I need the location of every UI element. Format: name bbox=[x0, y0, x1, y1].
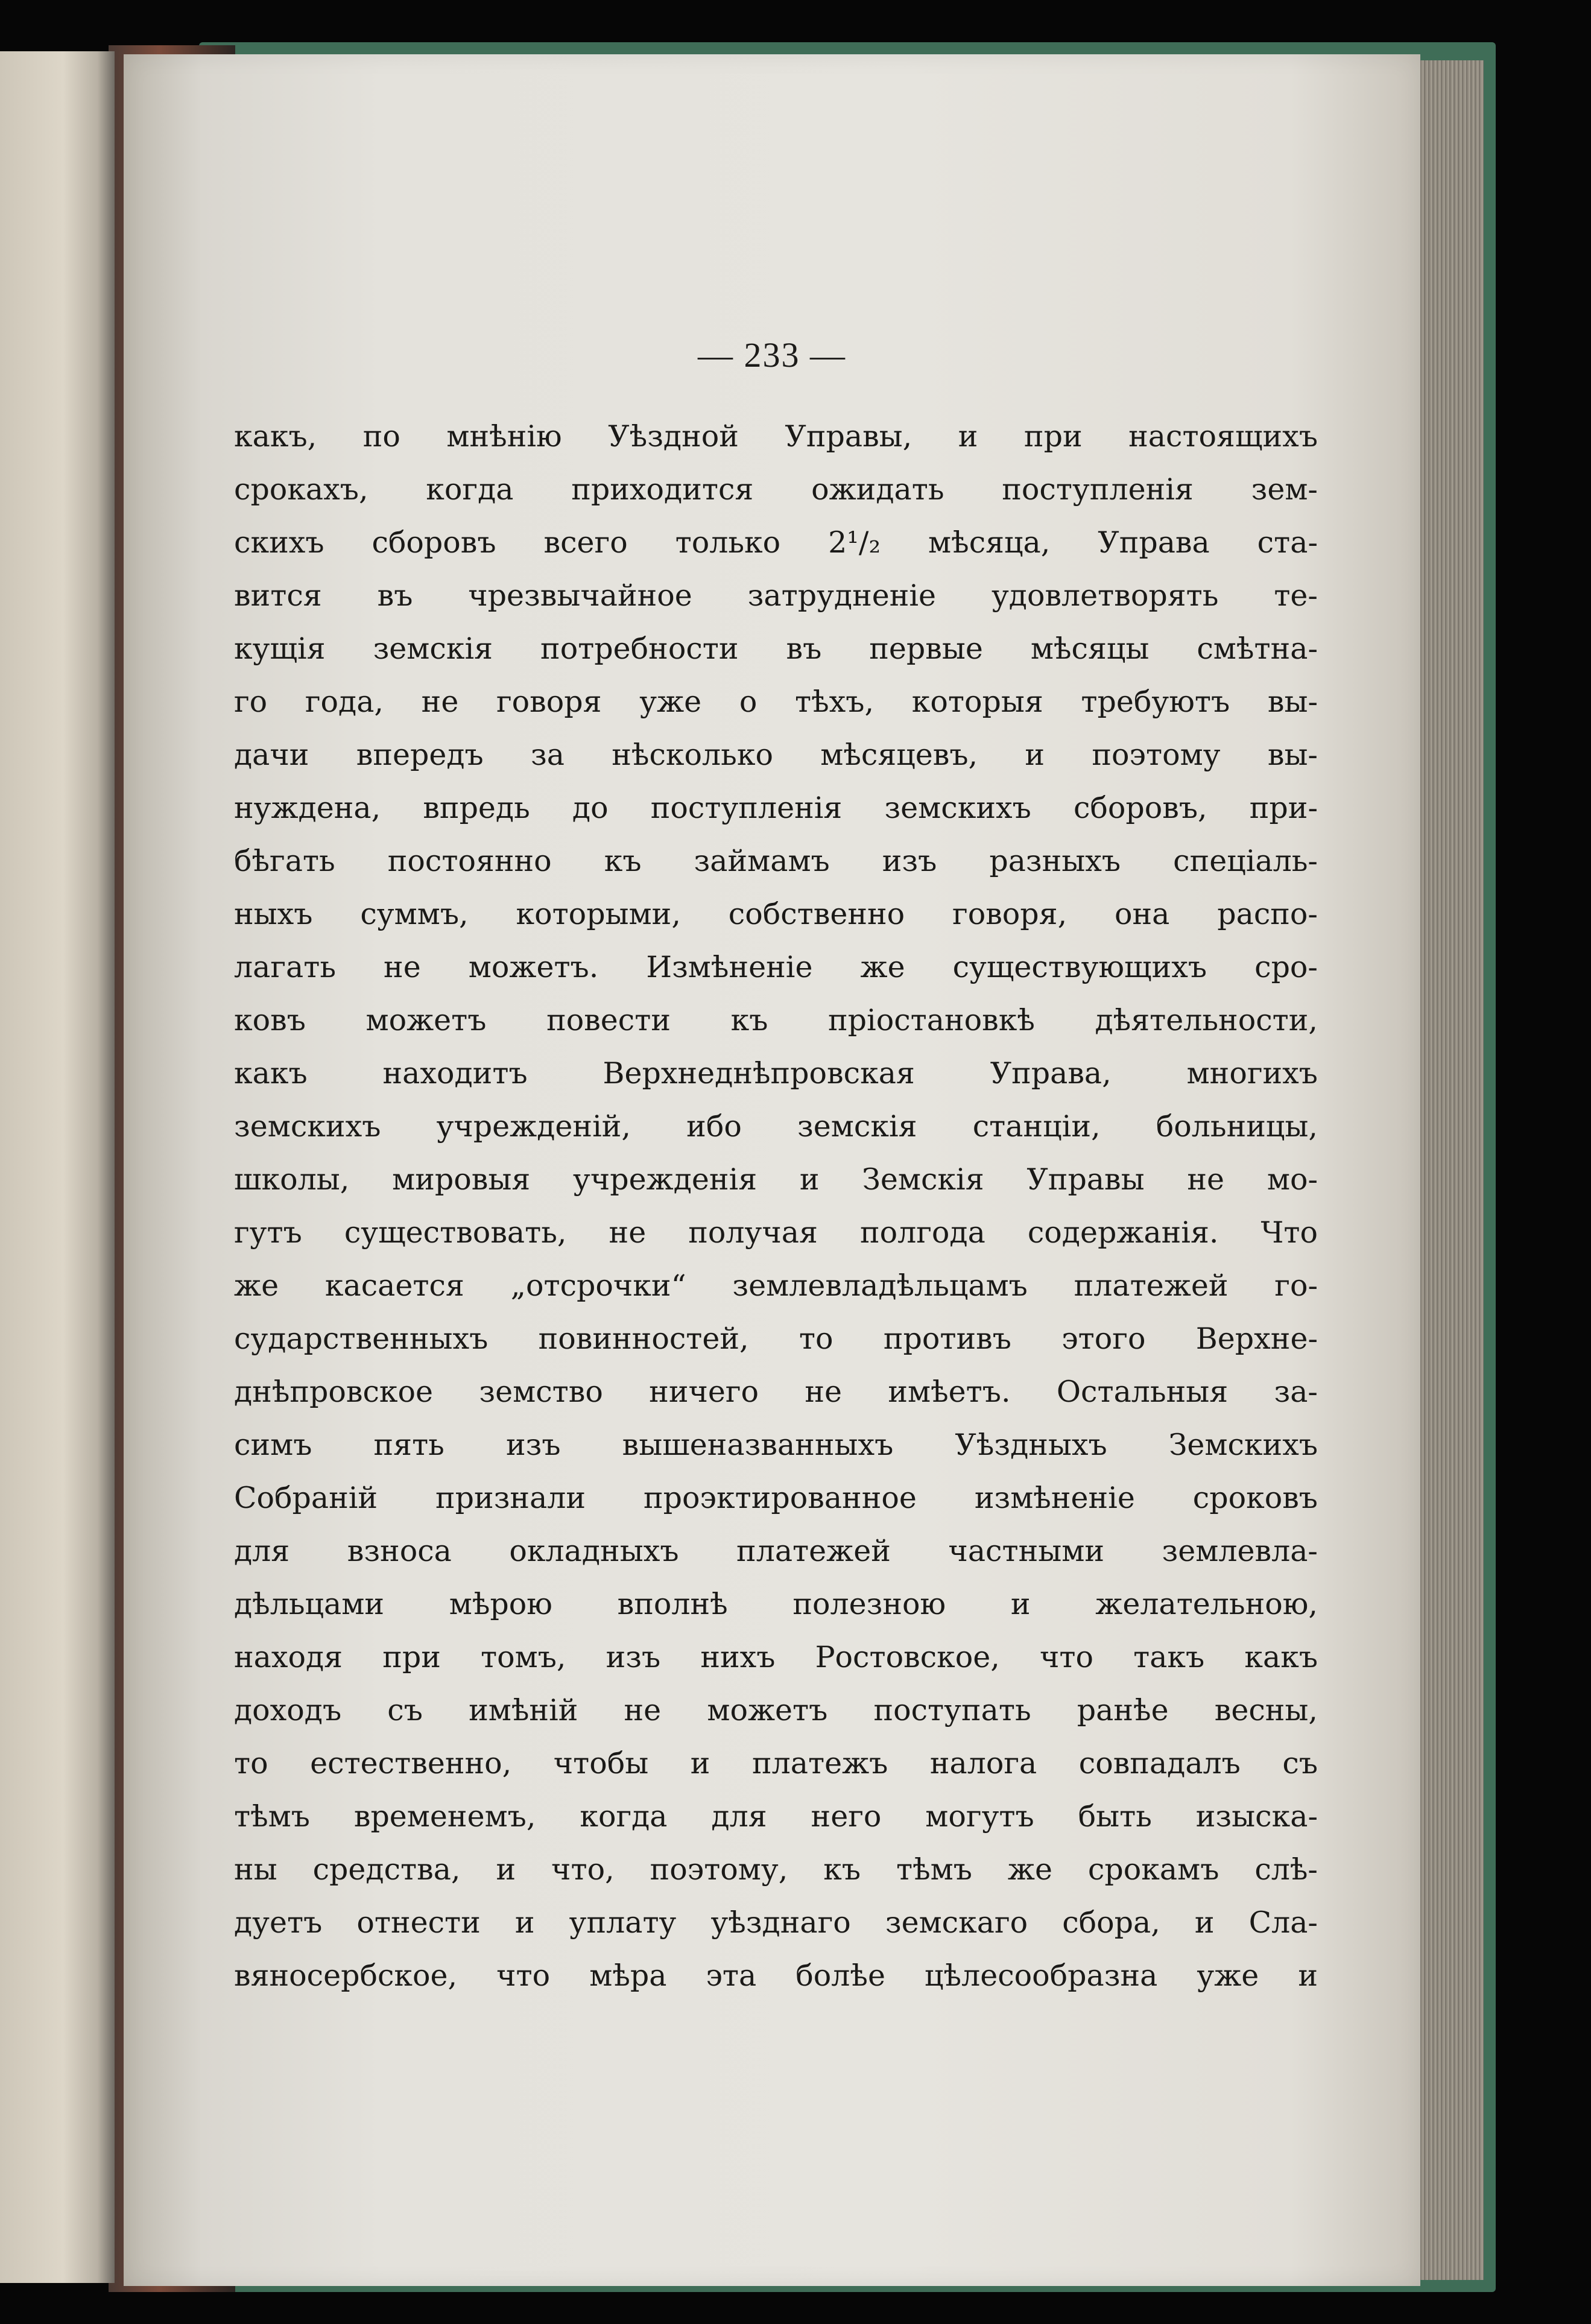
text-line: дуетъ отнести и уплату уѣзднаго земскаго сбора, и Сла- bbox=[234, 1905, 1318, 1940]
text-line: нуждена, впредь до поступленія земскихъ сборовъ, при- bbox=[234, 791, 1318, 825]
text-line: тѣмъ временемъ, когда для него могутъ быть изыска- bbox=[234, 1799, 1318, 1834]
text-line: доходъ съ имѣній не можетъ поступать ранѣе весны, bbox=[234, 1693, 1318, 1727]
text-line: земскихъ учрежденій, ибо земскія станціи, больницы, bbox=[234, 1109, 1318, 1144]
body-text bbox=[234, 410, 1318, 2003]
book-page bbox=[124, 54, 1420, 2286]
text-line: скихъ сборовъ всего только 2¹/₂ мѣсяца, Управа ста- bbox=[234, 525, 1318, 560]
text-line: какъ, по мнѣнію Уѣздной Управы, и при настоящихъ bbox=[234, 419, 1318, 454]
text-line: кущія земскія потребности въ первые мѣсяцы смѣтна- bbox=[234, 632, 1318, 666]
text-line: го года, не говоря уже о тѣхъ, которыя требуютъ вы- bbox=[234, 685, 1318, 719]
text-line: дѣльцами мѣрою вполнѣ полезною и желательною, bbox=[234, 1587, 1318, 1621]
text-line: дачи впередъ за нѣсколько мѣсяцевъ, и поэтому вы- bbox=[234, 738, 1318, 772]
page-edges bbox=[1417, 60, 1484, 2280]
text-line: находя при томъ, изъ нихъ Ростовское, что такъ какъ bbox=[234, 1640, 1318, 1674]
text-line: вяносербское, что мѣра эта болѣе цѣлесообразна уже и bbox=[234, 1958, 1318, 1993]
text-line: гутъ существовать, не получая полгода содержанія. Что bbox=[234, 1215, 1318, 1250]
text-line: симъ пять изъ вышеназванныхъ Уѣздныхъ Земскихъ bbox=[234, 1428, 1318, 1462]
text-line: ныхъ суммъ, которыми, собственно говоря, она распо- bbox=[234, 897, 1318, 931]
facing-page bbox=[0, 51, 115, 2283]
text-line: ковъ можетъ повести къ пріостановкѣ дѣятельности, bbox=[234, 1003, 1318, 1037]
text-line: бѣгать постоянно къ займамъ изъ разныхъ спеціаль- bbox=[234, 844, 1318, 878]
text-line: вится въ чрезвычайное затрудненіе удовлетворять те- bbox=[234, 578, 1318, 613]
text-line: школы, мировыя учрежденія и Земскія Управы не мо- bbox=[234, 1162, 1318, 1197]
text-line: Собраній признали проэктированное измѣненіе сроковъ bbox=[234, 1481, 1318, 1515]
text-line: днѣпровское земство ничего не имѣетъ. Остальныя за- bbox=[234, 1375, 1318, 1409]
text-line: лагать не можетъ. Измѣненіе же существующихъ сро- bbox=[234, 950, 1318, 984]
text-line: то естественно, чтобы и платежъ налога совпадалъ съ bbox=[234, 1746, 1318, 1781]
text-line: для взноса окладныхъ платежей частными землевла- bbox=[234, 1534, 1318, 1568]
page-number: — 233 — bbox=[698, 335, 846, 375]
text-line: ны средства, и что, поэтому, къ тѣмъ же срокамъ слѣ- bbox=[234, 1852, 1318, 1887]
text-line: срокахъ, когда приходится ожидать поступленія зем- bbox=[234, 472, 1318, 507]
text-line: сударственныхъ повинностей, то противъ этого Верхне- bbox=[234, 1322, 1318, 1356]
text-line: какъ находитъ Верхнеднѣпровская Управа, многихъ bbox=[234, 1056, 1318, 1091]
text-line: же касается „отсрочки“ землевладѣльцамъ платежей го- bbox=[234, 1268, 1318, 1303]
